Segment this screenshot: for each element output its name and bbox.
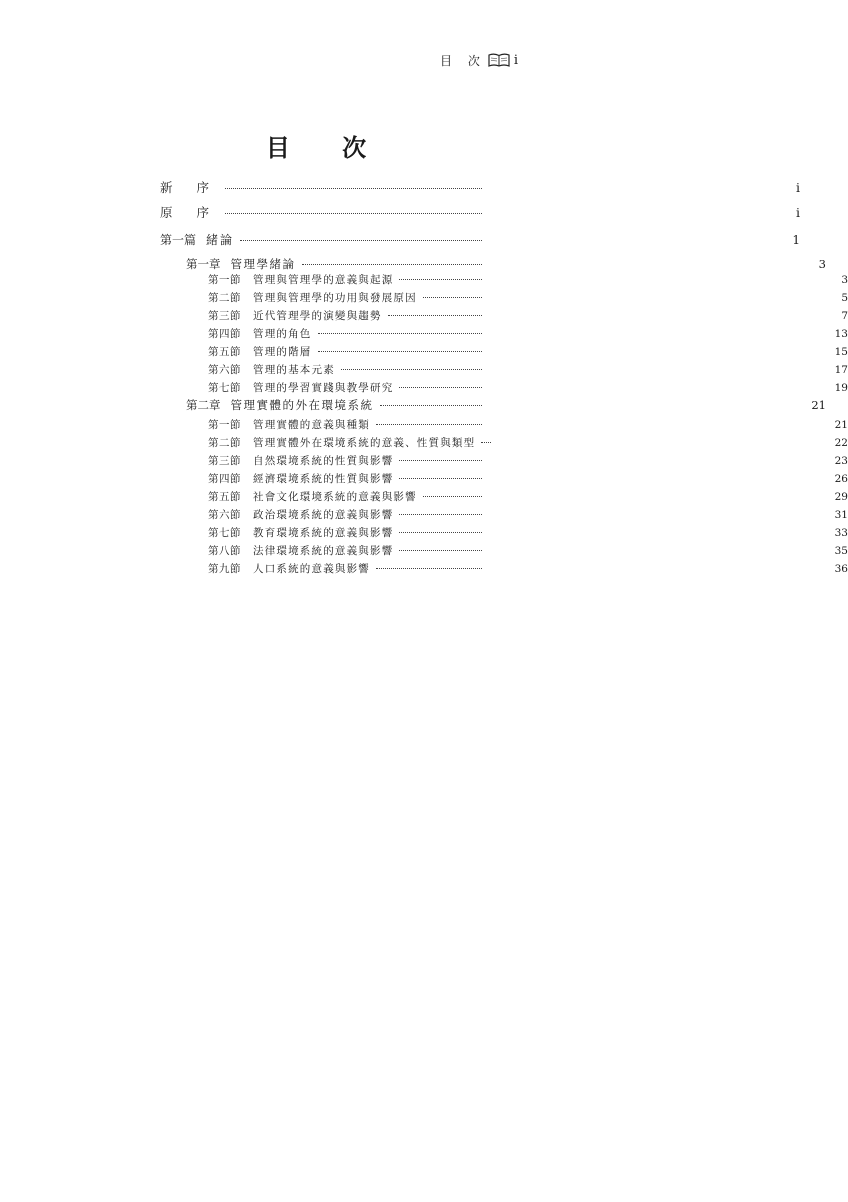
toc-entry-title: 管理與管理學的功用與發展原因: [253, 292, 417, 304]
toc-entry: [208, 273, 848, 287]
toc-entry: [208, 526, 848, 540]
toc-entry: [208, 418, 848, 432]
toc-entry-page: 31: [834, 509, 848, 521]
toc-entry-page: 29: [834, 491, 848, 503]
toc-entry-page: 19: [834, 382, 848, 394]
toc-entry-title: 近代管理學的演變與趨勢: [253, 310, 382, 322]
toc-entry-page: 21: [811, 398, 826, 412]
toc-entry: [208, 291, 848, 305]
toc-entry-number: 第三節: [208, 455, 241, 467]
toc-entry-title: 管理的基本元素: [253, 364, 335, 376]
toc-entry-title: 管理實體的意義與種類: [253, 419, 370, 431]
toc-entry: [186, 257, 826, 271]
toc-entry: [186, 398, 826, 412]
toc-entry: [208, 436, 848, 450]
toc-entry-number: 第二章: [186, 398, 221, 412]
toc-entry-title: 管理實體外在環境系統的意義、性質與類型: [253, 437, 476, 449]
toc-entry-page: 5: [841, 292, 848, 304]
toc-entry-number: 第八節: [208, 545, 241, 557]
toc-entry-number: 第七節: [208, 527, 241, 539]
toc-entry-title: 管理的學習實踐與教學研究: [253, 382, 394, 394]
toc-entry-title: 政治環境系統的意義與影響: [253, 509, 394, 521]
toc-entry-number: 第一篇: [160, 233, 197, 247]
toc-entry-number: 第一節: [208, 274, 241, 286]
toc-entry-page: 36: [834, 563, 848, 575]
toc-entry-page: i: [796, 180, 800, 195]
toc-entry-page: 35: [834, 545, 848, 557]
toc-entry-title: 管理學緒論: [230, 257, 296, 271]
toc-entry-page: 13: [834, 328, 848, 340]
toc-entry-number: 第一節: [208, 419, 241, 431]
toc-entry: [160, 205, 800, 220]
toc-entry-page: 33: [834, 527, 848, 539]
toc-entry-page: 7: [841, 310, 848, 322]
toc-entry: [208, 490, 848, 504]
toc-title: 目 次: [265, 133, 389, 162]
toc-entry: [208, 345, 848, 359]
toc-entry-page: 15: [834, 346, 848, 358]
toc-entry-title: 原 序: [160, 205, 219, 220]
toc-entry-number: 第一章: [186, 257, 221, 271]
toc-entry-title: 人口系統的意義與影響: [253, 563, 370, 575]
toc-entry-number: 第六節: [208, 364, 241, 376]
toc-entry-page: 21: [834, 419, 848, 431]
toc-entry: [208, 363, 848, 377]
running-head-page-number: i: [513, 52, 518, 68]
toc-entry-number: 第四節: [208, 328, 241, 340]
toc-entry-page: 23: [834, 455, 848, 467]
toc-entry-page: 1: [792, 233, 800, 247]
toc-entry-title: 教育環境系統的意義與影響: [253, 527, 394, 539]
toc-entry-number: 第五節: [208, 346, 241, 358]
toc-entry: [208, 508, 848, 522]
toc-entry: [208, 327, 848, 341]
toc-entry-number: 第七節: [208, 382, 241, 394]
toc-entry: [208, 309, 848, 323]
toc-entry-page: 17: [834, 364, 848, 376]
toc-entry-number: 第二節: [208, 292, 241, 304]
toc-entry: [208, 454, 848, 468]
toc-entry-number: 第九節: [208, 563, 241, 575]
toc-entry-page: 3: [818, 257, 826, 271]
toc-entry-number: 第五節: [208, 491, 241, 503]
toc-entry-number: 第六節: [208, 509, 241, 521]
toc-entry-title: 管理的階層: [253, 346, 312, 358]
toc-entry-page: 3: [841, 274, 848, 286]
toc-entry: [208, 472, 848, 486]
toc-entry-title: 管理與管理學的意義與起源: [253, 274, 394, 286]
toc-entry-title: 社會文化環境系統的意義與影響: [253, 491, 417, 503]
toc-entry-title: 新 序: [160, 180, 219, 195]
toc-entry-number: 第二節: [208, 437, 241, 449]
toc-entry-page: 22: [834, 437, 848, 449]
toc-entry-title: 緒論: [206, 233, 235, 247]
toc-entry: [160, 180, 800, 195]
toc-entry: [208, 544, 848, 558]
toc-entry: [208, 562, 848, 576]
toc-entry: [208, 381, 848, 395]
toc-entry-title: 管理實體的外在環境系統: [230, 398, 374, 412]
toc-entry-page: i: [796, 205, 800, 220]
toc-entry-number: 第四節: [208, 473, 241, 485]
toc-entry: [160, 233, 800, 247]
toc-entry-title: 經濟環境系統的性質與影響: [253, 473, 394, 485]
running-head-title: 目 次: [440, 53, 486, 68]
toc-entry-title: 法律環境系統的意義與影響: [253, 545, 394, 557]
toc-entry-number: 第三節: [208, 310, 241, 322]
toc-entry-title: 管理的角色: [253, 328, 312, 340]
toc-entry-title: 自然環境系統的性質與影響: [253, 455, 394, 467]
toc-entry-page: 26: [834, 473, 848, 485]
